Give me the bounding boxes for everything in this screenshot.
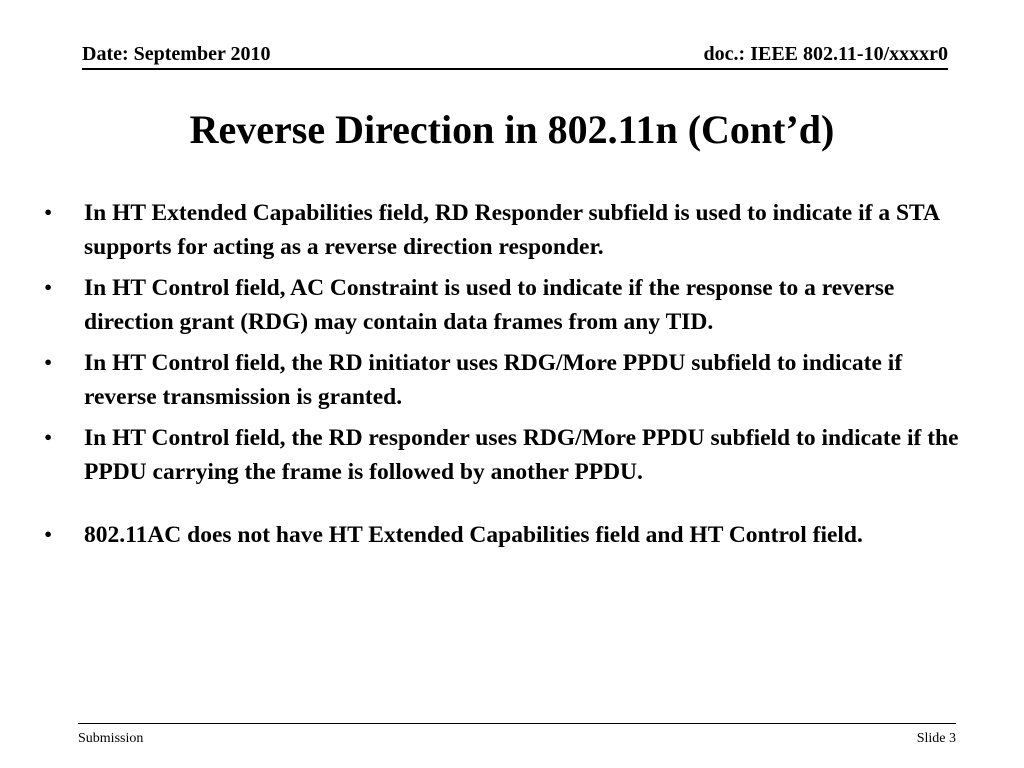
bullet-marker: • bbox=[44, 200, 53, 226]
slide-title: Reverse Direction in 802.11n (Cont’d) bbox=[189, 107, 835, 152]
footer-slide-number: Slide 3 bbox=[916, 731, 956, 746]
bullet-marker: • bbox=[44, 275, 53, 301]
bullet-marker: • bbox=[44, 522, 53, 548]
slide-header bbox=[82, 40, 948, 70]
bullet-text: In HT Extended Capabilities field, RD Responder subfield is used to indicate if a STA supports for acting as a reverse direction responder. bbox=[84, 200, 939, 260]
bullet-list bbox=[40, 196, 980, 552]
bullet-text: 802.11AC does not have HT Extended Capabilities field and HT Control field. bbox=[84, 522, 863, 548]
bullet-text: In HT Control field, the RD initiator uses RDG/More PPDU subfield to indicate if reverse transmission is granted. bbox=[84, 350, 903, 410]
header-doc-number: doc.: IEEE 802.11-10/xxxxr0 bbox=[703, 43, 948, 65]
bullet-item bbox=[40, 346, 980, 414]
header-date: Date: September 2010 bbox=[82, 43, 271, 65]
bullet-item bbox=[40, 518, 980, 552]
bullet-marker: • bbox=[44, 350, 53, 376]
bullet-text: In HT Control field, AC Constraint is used to indicate if the response to a reverse direction grant (RDG) may contain data frames from any TID. bbox=[84, 275, 895, 335]
bullet-item bbox=[40, 196, 980, 264]
bullet-marker: • bbox=[44, 425, 53, 451]
footer-submission: Submission bbox=[78, 731, 144, 746]
slide-body bbox=[40, 196, 980, 559]
bullet-text: In HT Control field, the RD responder uses RDG/More PPDU subfield to indicate if the PPDU carrying the frame is followed by another PPDU. bbox=[84, 425, 959, 485]
slide-footer bbox=[78, 723, 956, 752]
bullet-item bbox=[40, 271, 980, 339]
bullet-item bbox=[40, 421, 980, 489]
